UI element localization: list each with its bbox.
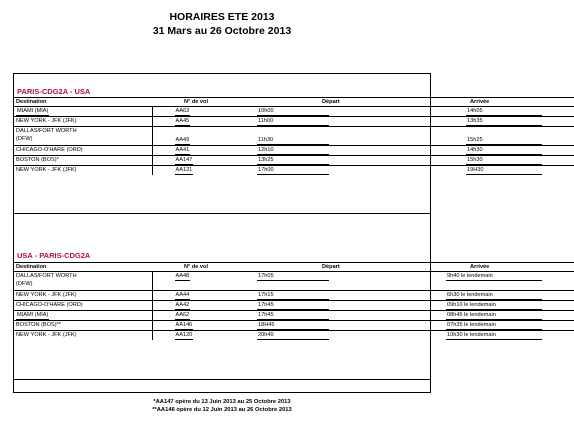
flight-cell: AA42 xyxy=(175,302,190,308)
arrival-cell: 13h35 xyxy=(466,118,542,126)
section-title-outbound: PARIS-CDG2A - USA xyxy=(17,87,91,96)
table-row xyxy=(14,117,574,127)
col-header-arrival: Arrivée xyxy=(430,98,574,107)
departure-cell: 11h30 xyxy=(257,137,329,145)
table-bottom-rule xyxy=(14,379,430,380)
destination-cell: NEW YORK - JFK (JFK) xyxy=(14,166,152,176)
arrival-cell: 15h25 xyxy=(466,137,542,145)
col-header-destination: Destination xyxy=(14,263,152,272)
flight-cell: AA120 xyxy=(175,332,193,338)
arrival-cell: 08h45 le lendemain xyxy=(446,312,542,320)
footnote-aa146: **AA146 opère du 12 Juin 2013 au 26 Octobre 2013 xyxy=(152,407,292,413)
arrival-cell: 9h40 le lendemain xyxy=(446,273,542,281)
arrival-cell: 19H30 xyxy=(466,167,542,175)
flight-cell: AA121 xyxy=(175,167,193,173)
flight-cell: AA49 xyxy=(175,137,190,143)
destination-cell: BOSTON (BOS)** xyxy=(14,321,152,331)
destination-cell: BOSTON (BOS)* xyxy=(14,156,152,166)
col-header-flight: N° de vol xyxy=(152,98,252,107)
departure-cell: 13h25 xyxy=(257,157,329,165)
departure-cell: 17h05 xyxy=(257,273,329,281)
departure-cell: 10h00 xyxy=(257,108,329,116)
destination-cell: CHICAGO-O'HARE (ORD) xyxy=(14,146,152,156)
col-header-flight: N° de vol xyxy=(152,263,252,272)
departure-cell: 17h45 xyxy=(257,312,329,320)
flight-cell: AA45 xyxy=(175,118,190,124)
arrival-cell: 10h30 le lendemain xyxy=(446,332,542,340)
departure-cell: 17h00 xyxy=(257,167,329,175)
flight-cell: AA63 xyxy=(175,108,190,114)
departure-cell: 17h15 xyxy=(257,292,329,300)
destination-cell xyxy=(14,127,152,146)
col-header-departure: Départ xyxy=(252,98,430,107)
flight-cell: AA62 xyxy=(175,312,190,318)
arrival-cell: 14h30 xyxy=(466,147,542,155)
col-header-arrival: Arrivée xyxy=(430,263,574,272)
destination-cell: NEW YORK - JFK (JFK) xyxy=(14,331,152,341)
destination-code-line: (DFW) xyxy=(16,281,33,287)
table-row xyxy=(14,166,574,176)
col-header-departure: Départ xyxy=(252,263,430,272)
arrival-cell: 07h35 le lendemain xyxy=(446,322,542,330)
footnote-aa147: *AA147 opère du 13 Juin 2013 au 25 Octobre 2013 xyxy=(153,399,291,405)
flight-cell: AA146 xyxy=(175,322,193,328)
destination-cell: MIAMI (MIA) xyxy=(17,108,49,114)
table-bottom-rule xyxy=(14,213,430,214)
table-row xyxy=(14,331,574,341)
table-header-row xyxy=(14,98,574,107)
departure-cell: 11h00 xyxy=(257,118,329,126)
destination-line: DALLAS/FORT WORTH xyxy=(16,128,77,134)
destination-cell: MIAMI (MIA) xyxy=(17,312,49,318)
destination-cell xyxy=(14,272,152,291)
flight-cell: AA48 xyxy=(175,273,190,279)
table-row xyxy=(14,291,574,301)
table-row xyxy=(14,321,574,331)
table-row xyxy=(14,107,574,117)
destination-cell: NEW YORK - JFK (JFK) xyxy=(14,117,152,127)
schedule-frame xyxy=(13,73,496,393)
departure-cell: 20h40 xyxy=(257,332,329,340)
table-row xyxy=(14,146,574,156)
flight-cell: AA44 xyxy=(175,292,190,298)
destination-code-line: (DFW) xyxy=(16,136,33,142)
destination-line: DALLAS/FORT WORTH xyxy=(16,273,77,279)
arrival-cell: 14h05 xyxy=(466,108,542,116)
departure-cell: 12h10 xyxy=(257,147,329,155)
departure-cell: 17h45 xyxy=(257,302,329,310)
arrival-cell: 6h30 le lendemain xyxy=(446,292,542,300)
destination-cell: CHICAGO-O'HARE (ORD) xyxy=(14,301,152,311)
table-row xyxy=(14,127,574,146)
col-header-destination: Destination xyxy=(14,98,152,107)
page-title: HORAIRES ETE 2013 xyxy=(169,11,275,23)
destination-cell: NEW YORK - JFK (JFK) xyxy=(14,291,152,301)
table-row xyxy=(14,301,574,311)
table-row xyxy=(14,272,574,291)
section-title-inbound: USA - PARIS-CDG2A xyxy=(17,251,91,260)
departure-cell: 18H45 xyxy=(257,322,329,330)
table-row xyxy=(14,311,574,321)
table-header-row xyxy=(14,263,574,272)
page-subtitle: 31 Mars au 26 Octobre 2013 xyxy=(152,25,292,37)
schedule-table-inbound xyxy=(14,262,574,340)
schedule-table-outbound xyxy=(14,97,574,175)
flight-cell: AA41 xyxy=(175,147,190,153)
flight-cell: AA147 xyxy=(175,157,193,163)
arrival-cell: 15h30 xyxy=(466,157,542,165)
table-row xyxy=(14,156,574,166)
arrival-cell: 09h10 le lendemain xyxy=(446,302,542,310)
